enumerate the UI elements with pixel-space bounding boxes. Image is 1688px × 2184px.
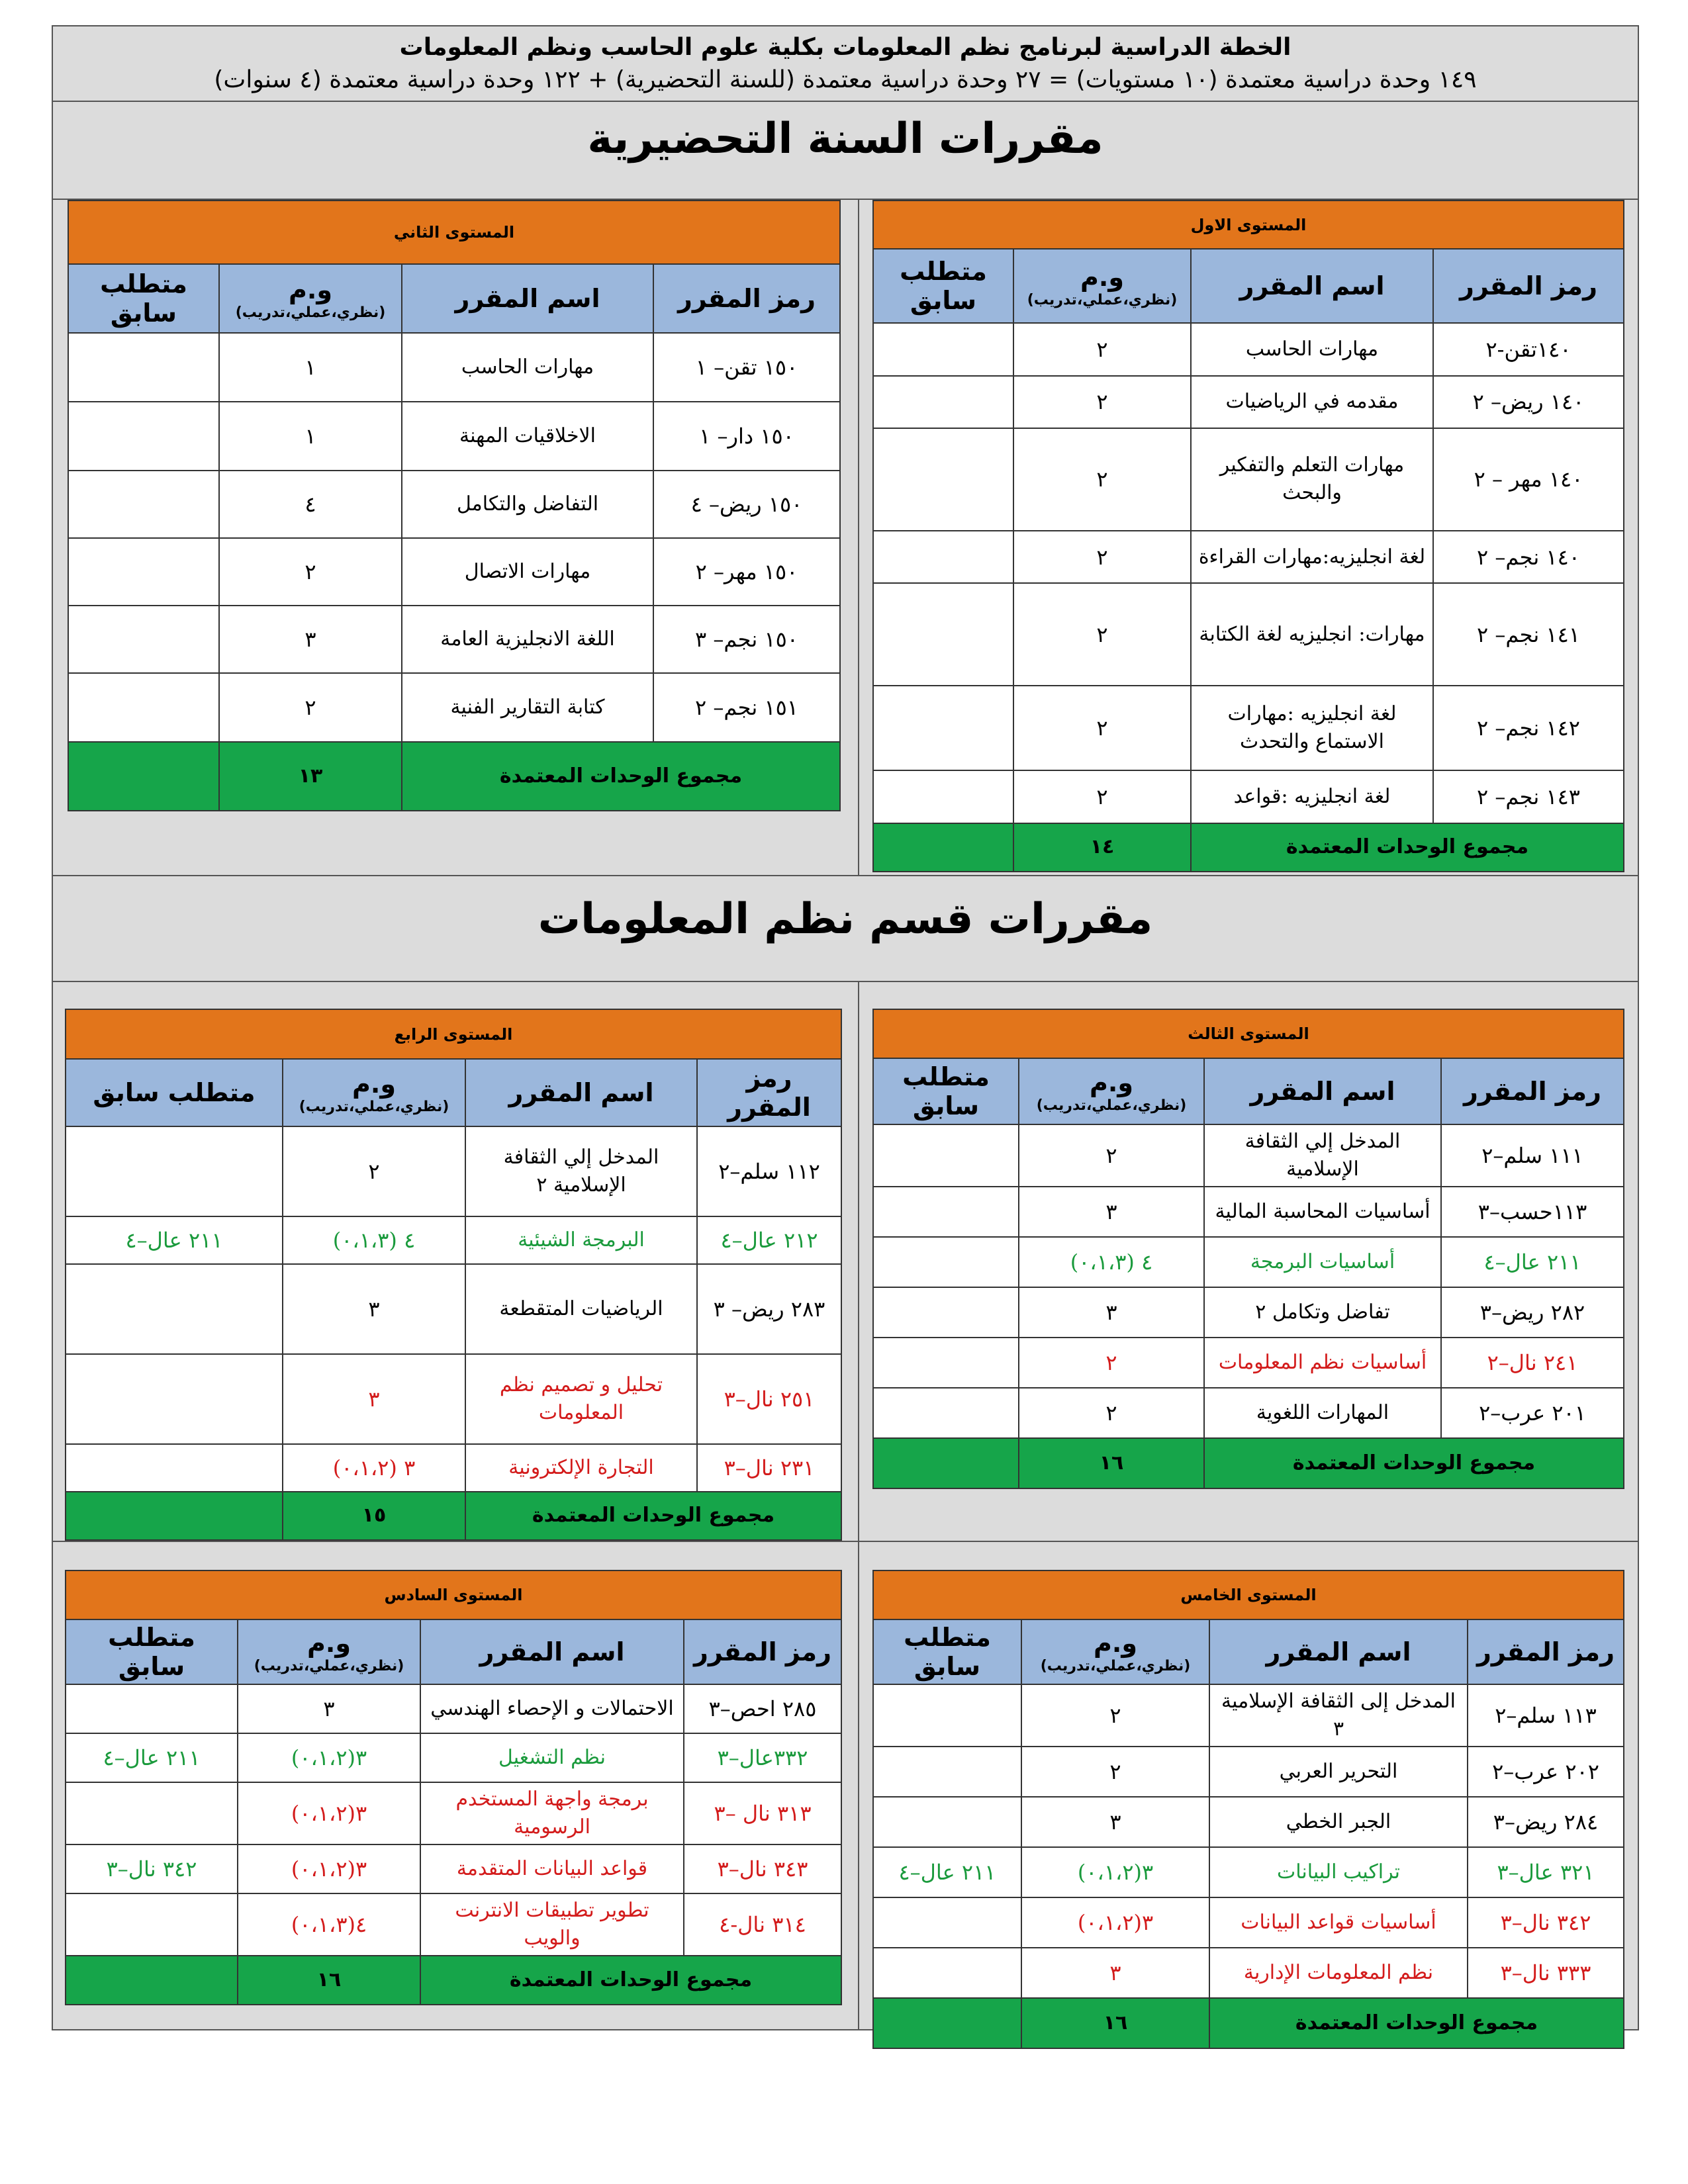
total-empty xyxy=(873,823,1013,872)
table-row xyxy=(66,1354,841,1444)
cell-code: ٢٤١ نال–٢ xyxy=(1441,1338,1624,1388)
total-value: ١٦ xyxy=(1021,1998,1209,2048)
cell-units: ٢ xyxy=(1019,1338,1204,1388)
cell-name: مهارات التعلم والتفكير والبحث xyxy=(1191,428,1433,531)
table-row xyxy=(68,673,840,742)
column-header-units-label: و.م xyxy=(1080,263,1124,293)
column-header-name xyxy=(465,1059,697,1126)
total-value: ١٥ xyxy=(283,1492,465,1540)
cell-name: أساسيات البرمجة xyxy=(1204,1237,1441,1287)
cell-code: ٣١٤ نال-٤ xyxy=(684,1893,841,1956)
cell-name: المدخل إلي الثقافة الإسلامية xyxy=(1204,1124,1441,1187)
column-header-prereq-label: متطلب سابق xyxy=(902,1062,990,1120)
cell-name: المهارات اللغوية xyxy=(1204,1388,1441,1438)
cell-name: البرمجة الشيئية xyxy=(465,1216,697,1263)
table-row xyxy=(873,1847,1624,1897)
column-header-code-label: رمز المقرر xyxy=(678,284,816,313)
column-header-code-label: رمز المقرر xyxy=(694,1637,831,1666)
cell-name: اللغة الانجليزية العامة xyxy=(402,606,653,673)
cell-prereq xyxy=(68,402,219,471)
cell-code: ٢٨٣ ريض– ٣ xyxy=(697,1264,841,1354)
cell-code: ٢١٢ عال–٤ xyxy=(697,1216,841,1263)
table-row xyxy=(68,471,840,538)
cell-units: ٣ xyxy=(1019,1187,1204,1237)
cell-units: ٤ xyxy=(219,471,402,538)
level-title: المستوى الثاني xyxy=(68,201,840,264)
cell-code: ١٤٠تقن-٢ xyxy=(1433,323,1624,375)
cell-units: ٢ xyxy=(1013,376,1191,428)
column-header-name-label: اسم المقرر xyxy=(508,1078,654,1108)
cell-name: الاخلاقيات المهنة xyxy=(402,402,653,471)
cell-code: ١٤٣ نجم– ٢ xyxy=(1433,770,1624,823)
column-header-units-label: و.م xyxy=(307,1629,351,1658)
divider xyxy=(52,1541,1639,1542)
table-row xyxy=(68,606,840,673)
table-row xyxy=(873,376,1624,428)
table-row xyxy=(873,1237,1624,1287)
cell-name: برمجة واجهة المستخدم الرسومية xyxy=(420,1782,684,1844)
column-header-prereq xyxy=(873,249,1013,323)
cell-name: لغة انجليزيه:مهارات القراءة xyxy=(1191,531,1433,583)
cell-code: ١٤٢ نجم– ٢ xyxy=(1433,686,1624,770)
column-header-code xyxy=(697,1059,841,1126)
cell-prereq xyxy=(873,1948,1021,1998)
cell-units: ٣ xyxy=(283,1354,465,1444)
table-row xyxy=(873,323,1624,375)
total-empty xyxy=(66,1492,283,1540)
cell-units: ٢ xyxy=(1021,1747,1209,1797)
cell-units: ٢ xyxy=(283,1126,465,1216)
cell-code: ٣٣٣ نال–٣ xyxy=(1468,1948,1624,1998)
units-subtitle: (نظري،عملي،تدريب) xyxy=(299,1099,449,1116)
cell-name: التحرير العربي xyxy=(1209,1747,1468,1797)
cell-units: ٢ xyxy=(219,538,402,606)
column-header-units xyxy=(219,264,402,333)
column-header-prereq xyxy=(68,264,219,333)
column-header-code-label: رمز المقرر xyxy=(1460,271,1597,301)
column-header-units xyxy=(238,1619,420,1684)
column-header-code xyxy=(653,264,840,333)
cell-units: ٢ xyxy=(1021,1684,1209,1747)
cell-name: كتابة التقارير الفنية xyxy=(402,673,653,742)
cell-name: المدخل إلي الثقافة الإسلامية ٢ xyxy=(465,1126,697,1216)
table-row xyxy=(873,1948,1624,1998)
column-header-name-label: اسم المقرر xyxy=(1250,1077,1395,1106)
cell-name: تراكيب البيانات xyxy=(1209,1847,1468,1897)
column-header-units-label: و.م xyxy=(289,275,332,304)
cell-name: مهارات الاتصال xyxy=(402,538,653,606)
column-header-units-label: و.م xyxy=(352,1069,396,1099)
cell-code: ٢٨٢ ريض–٣ xyxy=(1441,1287,1624,1338)
column-header-prereq-label: متطلب سابق xyxy=(93,1078,256,1108)
table-row xyxy=(873,1897,1624,1948)
cell-name: تفاضل وتكامل ٢ xyxy=(1204,1287,1441,1338)
cell-prereq xyxy=(873,1797,1021,1847)
cell-units: ٣ xyxy=(1019,1287,1204,1338)
level-title: المستوى الرابع xyxy=(66,1009,841,1059)
table-row xyxy=(66,1264,841,1354)
table-row xyxy=(873,1124,1624,1187)
column-header-name xyxy=(402,264,653,333)
cell-prereq xyxy=(66,1684,238,1733)
table-row xyxy=(873,583,1624,686)
cell-prereq xyxy=(873,1338,1019,1388)
cell-code: ١٥٠ تقن– ١ xyxy=(653,333,840,402)
cell-code: ١١١ سلم–٢ xyxy=(1441,1124,1624,1187)
cell-code: ٣٣٢عال–٣ xyxy=(684,1733,841,1782)
cell-code: ١٥١ نجم– ٢ xyxy=(653,673,840,742)
column-header-code xyxy=(1441,1058,1624,1124)
level-1-table xyxy=(874,200,1624,872)
column-header-code-label: رمز المقرر xyxy=(727,1064,811,1122)
cell-prereq xyxy=(68,333,219,402)
units-subtitle: (نظري،عملي،تدريب) xyxy=(1027,292,1178,309)
cell-prereq xyxy=(873,1124,1019,1187)
total-label: مجموع الوحدات المعتمدة xyxy=(1191,823,1624,872)
column-header-prereq-label: متطلب سابق xyxy=(904,1623,991,1681)
level-title: المستوى الثالث xyxy=(873,1009,1624,1058)
cell-prereq xyxy=(66,1893,238,1956)
cell-units: ٣(٠،١،٢) xyxy=(238,1844,420,1893)
cell-units: ٤(٠،١،٣) xyxy=(238,1893,420,1956)
column-header-units xyxy=(283,1059,465,1126)
cell-prereq: ٣٤٢ نال–٣ xyxy=(66,1844,238,1893)
cell-units: ٢ xyxy=(1019,1388,1204,1438)
divider xyxy=(858,200,859,875)
level-title: المستوى الاول xyxy=(873,201,1624,249)
total-label: مجموع الوحدات المعتمدة xyxy=(420,1956,841,2005)
cell-units: ٣(٠،١،٢) xyxy=(238,1733,420,1782)
total-label: مجموع الوحدات المعتمدة xyxy=(465,1492,841,1540)
cell-code: ٢٨٥ احص–٣ xyxy=(684,1684,841,1733)
cell-name: تحليل و تصميم نظم المعلومات xyxy=(465,1354,697,1444)
column-header-prereq-label: متطلب سابق xyxy=(108,1623,195,1681)
cell-prereq xyxy=(873,1897,1021,1948)
cell-name: الرياضيات المتقطعة xyxy=(465,1264,697,1354)
cell-prereq: ٢١١ عال–٤ xyxy=(873,1847,1021,1897)
cell-units: ١ xyxy=(219,333,402,402)
column-header-name-label: اسم المقرر xyxy=(479,1637,625,1666)
cell-code: ٢٨٤ ريض–٣ xyxy=(1468,1797,1624,1847)
table-row xyxy=(66,1893,841,1956)
table-row xyxy=(873,1684,1624,1747)
column-header-units-label: و.م xyxy=(1094,1629,1137,1658)
column-header-name-label: اسم المقرر xyxy=(1266,1637,1411,1666)
cell-name: نظم التشغيل xyxy=(420,1733,684,1782)
cell-code: ١٥٠ مهر– ٢ xyxy=(653,538,840,606)
cell-name: تطوير تطبيقات الانترنت والويب xyxy=(420,1893,684,1956)
cell-name: لغة انجليزيه :قواعد xyxy=(1191,770,1433,823)
cell-prereq xyxy=(873,376,1013,428)
column-header-prereq-label: متطلب سابق xyxy=(100,269,187,328)
cell-prereq xyxy=(873,770,1013,823)
document-title: الخطة الدراسية لبرنامج نظم المعلومات بكلية علوم الحاسب ونظم المعلومات xyxy=(399,34,1291,61)
cell-name: التجارة الإلكترونية xyxy=(465,1444,697,1491)
table-row xyxy=(873,1338,1624,1388)
cell-code: ١٥٠ ريض– ٤ xyxy=(653,471,840,538)
total-empty xyxy=(68,742,219,811)
column-header-code xyxy=(1433,249,1624,323)
table-row xyxy=(68,402,840,471)
table-row xyxy=(68,333,840,402)
cell-prereq xyxy=(873,323,1013,375)
cell-code: ١١٣حسب–٣ xyxy=(1441,1187,1624,1237)
cell-units: ٣ xyxy=(283,1264,465,1354)
column-header-name-label: اسم المقرر xyxy=(1239,271,1385,301)
cell-units: ٢ xyxy=(1013,770,1191,823)
column-header-units xyxy=(1013,249,1191,323)
cell-code: ١٥٠ نجم– ٣ xyxy=(653,606,840,673)
column-header-name xyxy=(1191,249,1433,323)
column-header-name-label: اسم المقرر xyxy=(455,284,600,313)
cell-prereq xyxy=(873,1388,1019,1438)
cell-name: أساسيات قواعد البيانات xyxy=(1209,1897,1468,1948)
column-header-name xyxy=(1209,1619,1468,1684)
total-empty xyxy=(873,1998,1021,2048)
cell-prereq xyxy=(66,1782,238,1844)
cell-prereq xyxy=(66,1354,283,1444)
cell-units: ٣(٠،١،٢) xyxy=(238,1782,420,1844)
total-value: ١٦ xyxy=(238,1956,420,2005)
cell-prereq xyxy=(873,1287,1019,1338)
cell-units: ٢ xyxy=(219,673,402,742)
cell-units: ٤ (٠،١،٣) xyxy=(283,1216,465,1263)
cell-code: ٢٣١ نال–٣ xyxy=(697,1444,841,1491)
cell-code: ٣٤٣ نال–٣ xyxy=(684,1844,841,1893)
column-header-code-label: رمز المقرر xyxy=(1477,1637,1615,1666)
total-label: مجموع الوحدات المعتمدة xyxy=(1209,1998,1624,2048)
table-row xyxy=(66,1126,841,1216)
level-5-table xyxy=(874,1570,1624,2034)
cell-prereq xyxy=(68,538,219,606)
divider xyxy=(858,982,859,2030)
table-row xyxy=(873,1747,1624,1797)
cell-name: الاحتمالات و الإحصاء الهندسي xyxy=(420,1684,684,1733)
cell-units: ٣(٠،١،٢) xyxy=(1021,1847,1209,1897)
cell-code: ١١٣ سلم–٢ xyxy=(1468,1684,1624,1747)
cell-units: ٣ xyxy=(219,606,402,673)
column-header-code xyxy=(684,1619,841,1684)
table-row xyxy=(873,428,1624,531)
cell-units: ٢ xyxy=(1013,686,1191,770)
cell-code: ٢١١ عال–٤ xyxy=(1441,1237,1624,1287)
section-title-prep: مقررات السنة التحضيرية xyxy=(52,101,1639,200)
cell-name: المدخل إلى الثقافة الإسلامية ٣ xyxy=(1209,1684,1468,1747)
cell-units: ١ xyxy=(219,402,402,471)
cell-name: أساسيات المحاسبة المالية xyxy=(1204,1187,1441,1237)
cell-prereq xyxy=(68,606,219,673)
cell-name: أساسيات نظم المعلومات xyxy=(1204,1338,1441,1388)
cell-code: ٣٤٢ نال–٣ xyxy=(1468,1897,1624,1948)
cell-prereq xyxy=(873,1747,1021,1797)
table-row xyxy=(873,1797,1624,1847)
column-header-units-label: و.م xyxy=(1090,1068,1133,1097)
total-value: ١٤ xyxy=(1013,823,1191,872)
cell-units: ٣ xyxy=(1021,1948,1209,1998)
table-row xyxy=(66,1444,841,1491)
table-row xyxy=(68,538,840,606)
level-3-table xyxy=(874,1009,1624,1475)
cell-code: ٢٥١ نال–٣ xyxy=(697,1354,841,1444)
cell-prereq xyxy=(873,1684,1021,1747)
table-row xyxy=(873,1287,1624,1338)
level-6-table xyxy=(66,1570,842,1991)
level-title: المستوى السادس xyxy=(66,1570,841,1619)
cell-prereq xyxy=(68,471,219,538)
cell-units: ٤ (٠،١،٣) xyxy=(1019,1237,1204,1287)
table-row xyxy=(873,1187,1624,1237)
cell-name: قواعد البيانات المتقدمة xyxy=(420,1844,684,1893)
cell-prereq xyxy=(873,1187,1019,1237)
total-empty xyxy=(873,1438,1019,1488)
level-2-table xyxy=(69,200,841,809)
cell-prereq xyxy=(68,673,219,742)
cell-prereq xyxy=(873,428,1013,531)
units-subtitle: (نظري،عملي،تدريب) xyxy=(254,1658,404,1674)
table-row xyxy=(66,1216,841,1263)
column-header-units xyxy=(1021,1619,1209,1684)
column-header-prereq-label: متطلب سابق xyxy=(900,257,987,316)
cell-units: ٣ xyxy=(238,1684,420,1733)
units-subtitle: (نظري،عملي،تدريب) xyxy=(1040,1658,1191,1674)
total-label: مجموع الوحدات المعتمدة xyxy=(402,742,840,811)
cell-units: ٢ xyxy=(1013,583,1191,686)
column-header-code xyxy=(1468,1619,1624,1684)
total-value: ١٣ xyxy=(219,742,402,811)
cell-name: مهارات الحاسب xyxy=(402,333,653,402)
cell-code: ١١٢ سلم–٢ xyxy=(697,1126,841,1216)
column-header-prereq xyxy=(66,1619,238,1684)
level-4-table xyxy=(66,1009,842,1541)
document-subtitle: ١٤٩ وحدة دراسية معتمدة (١٠ مستويات) = ٢٧ وحدة دراسية معتمدة (للسنة التحضيرية) + ١٢٢ وحدة دراسية معتمدة (٤ سنوات) xyxy=(214,66,1477,93)
table-row xyxy=(873,770,1624,823)
table-row xyxy=(873,686,1624,770)
cell-prereq: ٢١١ عال–٤ xyxy=(66,1733,238,1782)
column-header-prereq xyxy=(66,1059,283,1126)
units-subtitle: (نظري،عملي،تدريب) xyxy=(235,304,386,321)
cell-prereq xyxy=(873,686,1013,770)
column-header-code-label: رمز المقرر xyxy=(1464,1077,1601,1106)
cell-prereq xyxy=(873,583,1013,686)
cell-name: الجبر الخطي xyxy=(1209,1797,1468,1847)
units-subtitle: (نظري،عملي،تدريب) xyxy=(1036,1097,1187,1114)
cell-prereq xyxy=(873,1237,1019,1287)
cell-name: لغة انجليزيه :مهارات الاستماع والتحدث xyxy=(1191,686,1433,770)
cell-units: ٢ xyxy=(1013,531,1191,583)
cell-prereq xyxy=(873,531,1013,583)
column-header-name xyxy=(420,1619,684,1684)
cell-prereq xyxy=(66,1444,283,1491)
column-header-name xyxy=(1204,1058,1441,1124)
cell-prereq: ٢١١ عال–٤ xyxy=(66,1216,283,1263)
section-title-dept: مقررات قسم نظم المعلومات xyxy=(52,875,1639,982)
cell-units: ٣ (٠،١،٢) xyxy=(283,1444,465,1491)
cell-units: ٢ xyxy=(1013,323,1191,375)
cell-units: ٢ xyxy=(1013,428,1191,531)
column-header-prereq xyxy=(873,1058,1019,1124)
cell-units: ٣ xyxy=(1021,1797,1209,1847)
cell-code: ٢٠٢ عرب–٢ xyxy=(1468,1747,1624,1797)
column-header-prereq xyxy=(873,1619,1021,1684)
cell-code: ٢٠١ عرب–٢ xyxy=(1441,1388,1624,1438)
table-row xyxy=(873,531,1624,583)
document-header xyxy=(52,25,1639,102)
table-row xyxy=(66,1844,841,1893)
cell-name: مهارات الحاسب xyxy=(1191,323,1433,375)
cell-code: ٣٢١ عال–٣ xyxy=(1468,1847,1624,1897)
cell-code: ١٥٠ دار– ١ xyxy=(653,402,840,471)
total-value: ١٦ xyxy=(1019,1438,1204,1488)
level-title: المستوى الخامس xyxy=(873,1570,1624,1619)
cell-code: ٣١٣ نال –٣ xyxy=(684,1782,841,1844)
total-label: مجموع الوحدات المعتمدة xyxy=(1204,1438,1624,1488)
cell-code: ١٤٠ مهر – ٢ xyxy=(1433,428,1624,531)
cell-units: ٢ xyxy=(1019,1124,1204,1187)
cell-prereq xyxy=(66,1126,283,1216)
total-empty xyxy=(66,1956,238,2005)
column-header-units xyxy=(1019,1058,1204,1124)
cell-code: ١٤٠ ريض– ٢ xyxy=(1433,376,1624,428)
table-row xyxy=(66,1733,841,1782)
table-row xyxy=(66,1782,841,1844)
cell-code: ١٤٠ نجم– ٢ xyxy=(1433,531,1624,583)
cell-code: ١٤١ نجم– ٢ xyxy=(1433,583,1624,686)
cell-units: ٣(٠،١،٢) xyxy=(1021,1897,1209,1948)
table-row xyxy=(873,1388,1624,1438)
cell-prereq xyxy=(66,1264,283,1354)
cell-name: مقدمه في الرياضيات xyxy=(1191,376,1433,428)
cell-name: التفاضل والتكامل xyxy=(402,471,653,538)
cell-name: مهارات: انجليزيه لغة الكتابة xyxy=(1191,583,1433,686)
cell-name: نظم المعلومات الإدارية xyxy=(1209,1948,1468,1998)
table-row xyxy=(66,1684,841,1733)
